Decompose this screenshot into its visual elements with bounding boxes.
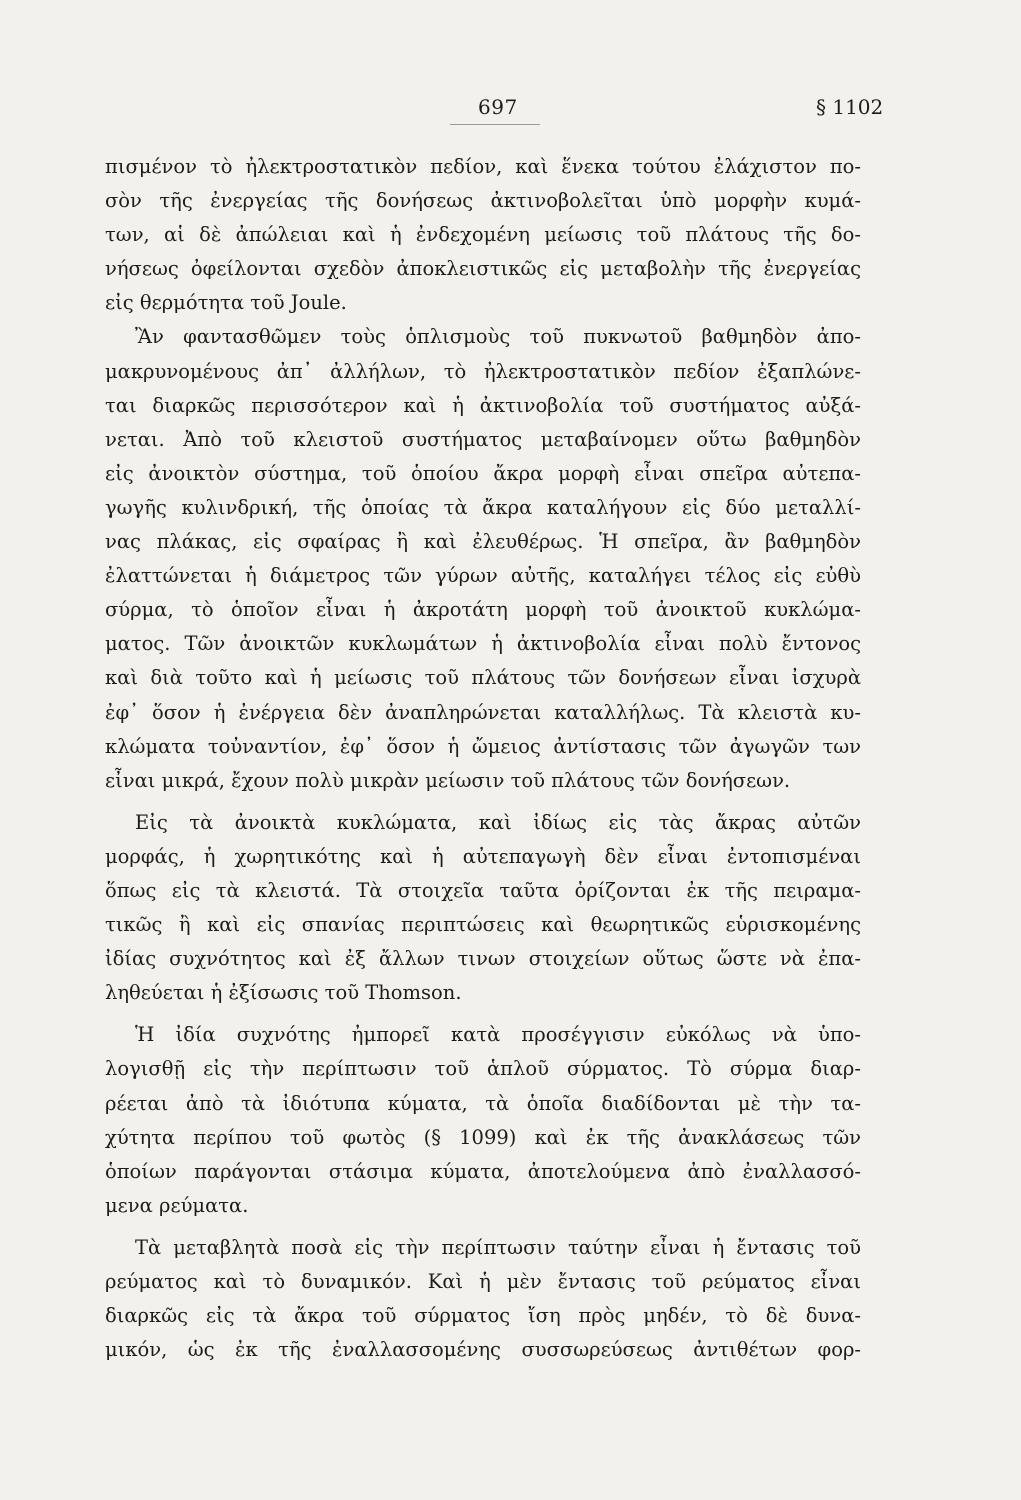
text-line: εἰς θερμότητα τοῦ Joule.: [105, 291, 347, 315]
text-line: διαρκῶς εἰς τὰ ἄκρα τοῦ σύρματος ἴση πρὸς μηδέν, τὸ δὲ δυνα-: [105, 1304, 861, 1328]
paragraph: [105, 150, 861, 320]
text-line: ἐλαττώνεται ἡ διάμετρος τῶν γύρων αὐτῆς, καταλήγει τέλος εἰς εὐθὺ: [105, 564, 861, 588]
text-line: μακρυνομένους ἀπ᾽ ἀλλήλων, τὸ ἠλεκτροστατικὸν πεδίον ἐξαπλώνε-: [105, 359, 861, 383]
text-line: ληθεύεται ἡ ἐξίσωσις τοῦ Thomson.: [105, 981, 462, 1005]
text-line: μορφάς, ἡ χωρητικότης καὶ ἡ αὐτεπαγωγὴ δὲν εἶναι ἐντοπισμέναι: [105, 844, 861, 868]
text-line: ὁποίων παράγονται στάσιμα κύματα, ἀποτελούμενα ἀπὸ ἐναλλασσό-: [105, 1159, 861, 1183]
paragraph: [105, 1018, 861, 1223]
text-line: εἶναι μικρά, ἔχουν πολὺ μικρὰν μείωσιν τοῦ πλάτους τῶν δονήσεων.: [105, 768, 791, 792]
text-line: σὸν τῆς ἐνεργείας τῆς δονήσεως ἀκτινοβολεῖται ὑπὸ μορφὴν κυμά-: [105, 189, 861, 213]
text-line: γωγῆς κυλινδρική, τῆς ὁποίας τὰ ἄκρα καταλήγουν εἰς δύο μεταλλί-: [105, 495, 861, 519]
text-line: χύτητα περίπου τοῦ φωτὸς (§ 1099) καὶ ἐκ τῆς ἀνακλάσεως τῶν: [105, 1125, 861, 1149]
text-line: νας πλάκας, εἰς σφαίρας ἢ καὶ ἐλευθέρως. Ἡ σπεῖρα, ἂν βαθμηδὸν: [105, 530, 861, 554]
text-line: Ἂν φαντασθῶμεν τοὺς ὁπλισμοὺς τοῦ πυκνωτοῦ βαθμηδὸν ἀπο-: [135, 325, 861, 349]
text-line: Ἡ ἰδία συχνότης ἠμπορεῖ κατὰ προσέγγισιν εὐκόλως νὰ ὑπο-: [135, 1023, 861, 1047]
text-line: ται διαρκῶς περισσότερον καὶ ἡ ἀκτινοβολία τοῦ συστήματος αὐξά-: [105, 393, 861, 417]
section-number: § 1102: [816, 95, 884, 119]
text-line: ἐφ᾽ ὅσον ἡ ἐνέργεια δὲν ἀναπληρώνεται καταλλήλως. Τὰ κλειστὰ κυ-: [105, 700, 861, 724]
text-line: ἰδίας συχνότητος καὶ ἐξ ἄλλων τινων στοιχείων οὕτως ὥστε νὰ ἐπα-: [105, 947, 861, 971]
text-line: ὅπως εἰς τὰ κλειστά. Τὰ στοιχεῖα ταῦτα ὁρίζονται ἐκ τῆς πειραμα-: [105, 878, 861, 902]
header-rule: [450, 124, 540, 125]
text-line: των, αἱ δὲ ἀπώλειαι καὶ ἡ ἐνδεχομένη μείωσις τοῦ πλάτους τῆς δο-: [105, 223, 861, 247]
text-line: ρέεται ἀπὸ τὰ ἰδιότυπα κύματα, τὰ ὁποῖα διαδίδονται μὲ τὴν τα-: [105, 1091, 861, 1115]
text-line: εἰς ἀνοικτὸν σύστημα, τοῦ ὁποίου ἄκρα μορφὴ εἶναι σπεῖρα αὐτεπα-: [105, 461, 861, 485]
text-line: Εἰς τὰ ἀνοικτὰ κυκλώματα, καὶ ἰδίως εἰς τὰς ἄκρας αὐτῶν: [135, 810, 861, 834]
text-line: λογισθῇ εἰς τὴν περίπτωσιν τοῦ ἁπλοῦ σύρματος. Τὸ σύρμα διαρ-: [105, 1057, 861, 1081]
paragraph: [105, 806, 861, 1011]
text-line: καὶ διὰ τοῦτο καὶ ἡ μείωσις τοῦ πλάτους τῶν δονήσεων εἶναι ἰσχυρὰ: [105, 666, 861, 690]
text-line: Τὰ μεταβλητὰ ποσὰ εἰς τὴν περίπτωσιν ταύτην εἶναι ἡ ἔντασις τοῦ: [135, 1235, 861, 1259]
text-line: μικόν, ὡς ἐκ τῆς ἐναλλασσομένης συσσωρεύσεως ἀντιθέτων φορ-: [105, 1338, 861, 1362]
text-line: νεται. Ἀπὸ τοῦ κλειστοῦ συστήματος μεταβαίνομεν οὕτω βαθμηδὸν: [105, 427, 861, 451]
text-line: ρεύματος καὶ τὸ δυναμικόν. Καὶ ἡ μὲν ἔντασις τοῦ ρεύματος εἶναι: [105, 1270, 861, 1293]
page-number: 697: [478, 95, 518, 119]
text-line: ματος. Τῶν ἀνοικτῶν κυκλωμάτων ἡ ἀκτινοβολία εἶναι πολὺ ἔντονος: [105, 632, 861, 656]
text-line: νήσεως ὀφείλονται σχεδὸν ἀποκλειστικῶς εἰς μεταβολὴν τῆς ἐνεργείας: [105, 257, 861, 281]
text-line: σύρμα, τὸ ὁποῖον εἶναι ἡ ἀκροτάτη μορφὴ τοῦ ἀνοικτοῦ κυκλώμα-: [105, 598, 861, 622]
paragraph: [105, 1231, 861, 1367]
text-line: τικῶς ἢ καὶ εἰς σπανίας περιπτώσεις καὶ θεωρητικῶς εὑρισκομένης: [105, 913, 861, 937]
body-text: [105, 150, 861, 1367]
paragraph: [105, 320, 861, 797]
text-line: κλώματα τοὐναντίον, ἐφ᾽ ὅσον ἡ ὤμειος ἀντίστασις τῶν ἀγωγῶν των: [105, 734, 861, 758]
text-line: μενα ρεύματα.: [105, 1193, 249, 1217]
text-line: πισμένον τὸ ἠλεκτροστατικὸν πεδίον, καὶ ἕνεκα τούτου ἐλάχιστον πο-: [105, 155, 861, 178]
